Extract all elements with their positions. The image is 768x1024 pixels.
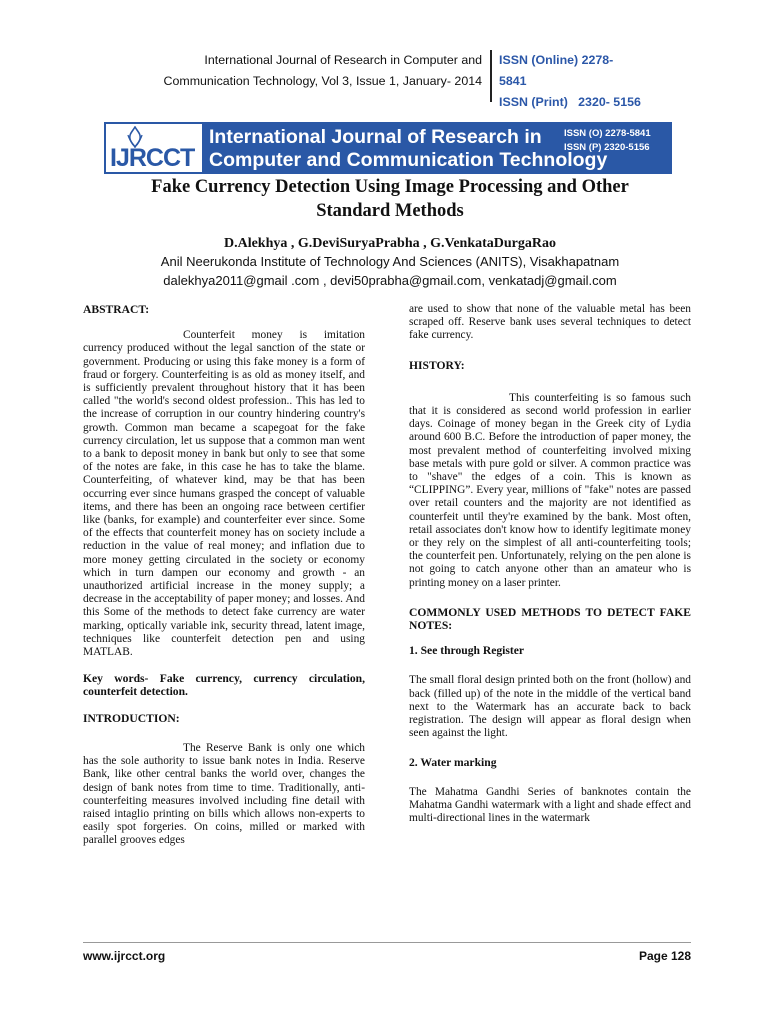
page-footer <box>83 942 691 970</box>
paper-title: Fake Currency Detection Using Image Processing and Other Standard Methods <box>151 177 629 221</box>
keywords: Key words- Fake currency, currency circulation, counterfeit detection. <box>83 672 365 699</box>
journal-citation <box>150 50 488 92</box>
introduction-heading: INTRODUCTION: <box>83 711 180 725</box>
footer-page-number: Page 128 <box>638 949 691 963</box>
abstract-text: Counterfeit money is imitation currency produced without the legal sanction of the state or government. Producing or using this fake money is a form of fraud or forgery. Counterfeiting is as old as money itself, and is sufficiently prevalent throughout history that it has been called "the world's second oldest profession.. This has led to the increase of corruption in our country hindering country's growth. Common man became a scapegoat for the fake currency circulation, let us suppose that a common man went to a bank to deposit money in bank but only to see that some of the notes are fake, in this case he has to take the blame. Counterfeiting, of whatever kind, may be that has been occurring ever since humans grasped the concept of valuable items, and there has been an ongoing race between certifier like (banks, for example) and counterfeiter ever since. Some of the effects that counterfeit money has on society include a reduction in the value of real money; and inflation due to more money getting circulated in the society or economy which in turn dampen our economy and growth - an unauthorized artificial increase in the money supply; a decrease in the acceptability of paper money; and losses. And this Some of the methods to detect fake currency are water marking, optically variable ink, security thread, latent image, techniques like counterfeit detection pen and using MATLAB. <box>83 329 365 659</box>
journal-line-2: Communication Technology, Vol 3, Issue 1, January- 2014 <box>163 74 482 88</box>
header-divider <box>490 50 492 102</box>
see-through-register-text: The small floral design printed both on the front (hollow) and back (filled up) of the note in the middle of the vertical band next to the Watermark has an accurate back to back registration. The design will appear as floral design when seen against the light. <box>409 674 691 740</box>
left-column <box>83 303 365 861</box>
paper-authors: D.Alekhya , G.DeviSuryaPrabha , G.VenkataDurgaRao <box>223 236 556 251</box>
issn-print: ISSN (Print) 2320- 5156 <box>499 95 641 109</box>
introduction-continued: are used to show that none of the valuable metal has been scraped off. Reserve bank uses several techniques to detect fake currency. <box>409 303 691 342</box>
footer-website: www.ijrcct.org <box>83 949 166 963</box>
history-heading: HISTORY: <box>409 358 465 372</box>
see-through-register-heading: 1. See through Register <box>409 644 525 658</box>
banner-issn-p: ISSN (P) 2320-5156 <box>564 142 650 153</box>
journal-header <box>150 50 641 109</box>
journal-line-1: International Journal of Research in Computer and <box>204 53 482 67</box>
journal-issn <box>499 50 641 113</box>
right-column <box>409 303 691 838</box>
water-marking-text: The Mahatma Gandhi Series of banknotes contain the Mahatma Gandhi watermark with a light and shade effect and multi-directional lines in the watermark <box>409 785 691 825</box>
journal-banner <box>104 122 672 174</box>
banner-title-line-2: Computer and Communication Technology <box>209 149 608 171</box>
introduction-text: The Reserve Bank is only one which has the sole authority to issue bank notes in India. Reserve Bank, like other central banks the world over, changes the design of bank notes from time to time. Traditionally, anti-counterfeiting measures involved including fine detail with raised intaglio printing on bills which allows non-experts to easily spot forgeries. On coins, milled or marked with parallel grooves edges <box>83 741 365 847</box>
paper-institution: Anil Neerukonda Institute of Technology And Sciences (ANITS), Visakhapatnam <box>160 254 620 269</box>
banner-issn <box>564 127 651 155</box>
journal-logo <box>106 124 202 172</box>
abstract-heading: ABSTRACT: <box>83 303 150 316</box>
paper-emails: dalekhya2011@gmail .com , devi50prabha@gmail.com, venkatadj@gmail.com <box>163 273 617 288</box>
banner-title-line-1: International Journal of Research in <box>209 126 542 148</box>
logo-text: IJRCCT <box>110 144 195 172</box>
banner-title <box>209 126 607 172</box>
banner-issn-o: ISSN (O) 2278-5841 <box>564 128 651 139</box>
water-marking-heading: 2. Water marking <box>409 756 497 770</box>
methods-heading: COMMONLY USED METHODS TO DETECT FAKE NOTES: <box>409 605 691 633</box>
history-text: This counterfeiting is so famous such that it is considered as second world profession in earlier days. Coinage of money began in the Greek city of Lydia around 600 B.C. Before the introduction of paper money, the most prevalent method of counterfeiting involved mixing base metals with pure gold or silver. A common practice was to "shave" the edges of a coin. This is known as “CLIPPING”. Every year, millions of "fake" notes are passed over retail counters and the majority are not identified as counterfeit until they're examined by the bank. Most often, retail associates don't know how to identify legitimate money or they rely on the simplest of all anti-counterfeiting tools; the counterfeit pen. Unfortunately, relying on the pen alone is not going to catch anyone other than an amateur who is printing money on a laser printer. <box>409 391 691 589</box>
issn-online: ISSN (Online) 2278- 5841 <box>499 53 614 88</box>
